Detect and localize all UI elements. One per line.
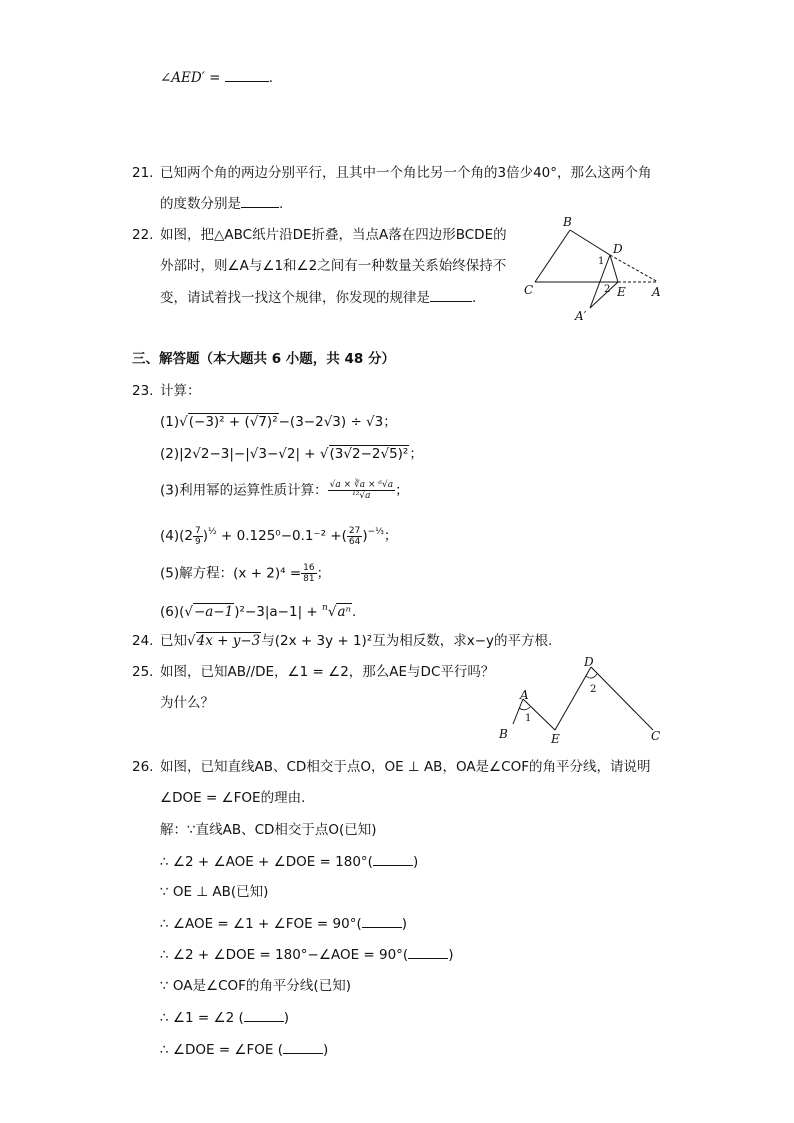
label-b: B xyxy=(563,215,572,229)
part-middle: ²−3|a−1| + xyxy=(239,604,318,620)
label-e: E xyxy=(551,732,560,744)
radical-n: aⁿ xyxy=(337,604,351,620)
reason-blank[interactable] xyxy=(373,851,413,866)
step-text: ∴ ∠1 = ∠2 ( xyxy=(160,1010,244,1026)
reason-blank[interactable] xyxy=(244,1007,284,1022)
q26-step-2 xyxy=(160,851,418,872)
label-angle-1: 1 xyxy=(598,256,605,267)
q21-answer-blank[interactable] xyxy=(241,193,279,208)
aed-expression: ∠AED′ = xyxy=(160,70,225,86)
label-e: E xyxy=(617,285,626,299)
part-tail: ； xyxy=(383,528,398,544)
label-c: C xyxy=(524,283,534,297)
period: . xyxy=(279,196,284,212)
part-tail: ； xyxy=(316,565,331,582)
label-angle-2: 2 xyxy=(604,284,611,295)
q25-figure xyxy=(495,652,670,744)
period: . xyxy=(268,70,273,86)
q26-step-7 xyxy=(160,1007,289,1028)
q24-rest: 与(2x + 3y + 1)²互为相反数，求x−y的平方根. xyxy=(261,633,553,649)
radical-1: (−3)² + (√7)² xyxy=(188,414,278,430)
label-c: C xyxy=(651,729,661,743)
q26-step-4 xyxy=(160,913,407,934)
radical-6: −a−1 xyxy=(194,604,234,620)
fraction-16-81: $\frac{16}{81}$ xyxy=(303,563,315,584)
q24-line: 已知√4x + y−3与(2x + 3y + 1)²互为相反数，求x−y的平方根. xyxy=(160,633,553,649)
q21-line1: 已知两个角的两边分别平行，且其中一个角比另一个角的3倍少40°，那么这两个角 xyxy=(160,165,652,181)
step-text: ∴ ∠DOE = ∠FOE ( xyxy=(160,1042,284,1058)
label-angle-2: 2 xyxy=(590,684,597,695)
q23-part6: (6)(√−a−1)²−3|a−1| + $^n$√aⁿ. xyxy=(160,603,357,620)
label-angle-1: 1 xyxy=(525,713,532,724)
q22-line3 xyxy=(160,287,476,308)
q25-line2: 为什么？ xyxy=(160,695,214,711)
q21-number: 21. xyxy=(132,165,154,181)
period: . xyxy=(472,290,477,306)
reason-blank[interactable] xyxy=(283,1039,323,1054)
mixed-fraction: $\frac{7}{9}$ xyxy=(194,525,201,547)
q22-fold-figure xyxy=(520,212,670,324)
fraction-27-64: $\frac{27}{64}$ xyxy=(348,525,361,547)
radical-fraction: $\frac{\text{√a × ∛a × ⁶√a}}{\text{¹²√a}}$ xyxy=(329,480,394,501)
close-paren: ) xyxy=(323,1042,329,1058)
q26-step-1 xyxy=(160,820,377,840)
part-label: (5)解方程： xyxy=(160,565,234,582)
part-label: (3)利用幂的运算性质计算： xyxy=(160,482,328,499)
close-paren: ) xyxy=(448,947,454,963)
part-tail: . xyxy=(351,604,357,620)
q26-step-5 xyxy=(160,944,453,965)
q22-answer-blank[interactable] xyxy=(430,287,472,302)
label-a: A xyxy=(520,688,529,702)
step-text: ∵ OA是∠COF的角平分线(已知) xyxy=(160,978,351,994)
q21-line2 xyxy=(160,193,283,214)
step-text: 解：∵直线AB、CD相交于点O(已知) xyxy=(160,822,377,838)
step-text: ∴ ∠2 + ∠DOE = 180°−∠AOE = 90°( xyxy=(160,947,409,963)
label-d: D xyxy=(584,655,594,669)
label-a-prime: A′ xyxy=(575,309,587,323)
q25-line1: 如图，已知AB//DE，∠1 = ∠2，那么AE与DC平行吗？ xyxy=(160,664,495,680)
label-d: D xyxy=(613,242,623,256)
prev-answer-line xyxy=(160,67,273,88)
part-label: (2) xyxy=(160,446,180,462)
q23-part2: (2)|2√2−3|−|√3−√2| + √(3√2−2√5)²； xyxy=(160,446,423,462)
close-paren: ) xyxy=(412,854,419,870)
step-text: ∵ OE ⊥ AB(已知) xyxy=(160,884,269,900)
label-a: A xyxy=(652,285,661,299)
section-3-title: 三、解答题（本大题共 6 小题，共 48 分） xyxy=(132,351,395,367)
reason-blank[interactable] xyxy=(408,944,448,959)
part-label: (1) xyxy=(160,414,180,430)
q21-line2-text: 的度数分别是 xyxy=(160,196,241,212)
part-tail: ； xyxy=(395,482,409,499)
step-text: ∴ ∠AOE = ∠1 + ∠FOE = 90°( xyxy=(160,916,362,932)
q24-prefix: 已知 xyxy=(160,633,187,649)
q25-number: 25. xyxy=(132,664,154,680)
part-middle: + 0.125⁰−0.1⁻² + xyxy=(221,528,342,544)
equation-left: (x + 2)⁴ = xyxy=(233,565,302,582)
q26-line1: 如图，已知直线AB、CD相交于点O，OE ⊥ AB，OA是∠COF的角平分线，请说明 xyxy=(160,759,651,775)
q23-part1: (1)√(−3)² + (√7)²−(3−2√3) ÷ √3； xyxy=(160,414,397,430)
reason-blank[interactable] xyxy=(362,913,402,928)
q24-radicand: 4x + y−3 xyxy=(196,633,261,649)
part-tail: ； xyxy=(409,446,423,462)
q22-line2: 外部时，则∠A与∠1和∠2之间有一种数量关系始终保持不 xyxy=(160,258,507,274)
radical-2: (3√2−2√5)² xyxy=(329,446,409,462)
close-paren: ) xyxy=(401,916,408,932)
q26-step-8 xyxy=(160,1039,328,1060)
q23-number: 23. xyxy=(132,383,154,399)
part-tail: ÷ √3； xyxy=(350,414,397,430)
q22-line3-text: 变，请试着找一找这个规律，你发现的规律是 xyxy=(160,290,430,306)
step-text: ∴ ∠2 + ∠AOE + ∠DOE = 180°( xyxy=(160,854,373,870)
close-paren: ) xyxy=(283,1010,289,1026)
q26-step-3 xyxy=(160,882,268,902)
q23-part3 xyxy=(160,480,409,501)
q22-number: 22. xyxy=(132,227,154,243)
q26-step-6 xyxy=(160,976,351,996)
q24-number: 24. xyxy=(132,633,154,649)
q22-line1: 如图，把△ABC纸片沿DE折叠，当点A落在四边形BCDE的 xyxy=(160,227,507,243)
label-b: B xyxy=(499,727,508,741)
q23-part4: (4)(2 $\frac{7}{9}$ )$^{\frac{1}{2}}$ + 0.125⁰−0.1⁻² +( $\frac{27}{64}$ )$^{-\frac{1}{3}}$； xyxy=(160,525,398,547)
part-label: (6) xyxy=(160,604,180,620)
q26-line2: ∠DOE = ∠FOE的理由. xyxy=(160,790,306,806)
q23-title: 计算： xyxy=(160,383,201,399)
q26-number: 26. xyxy=(132,759,154,775)
q23-part5 xyxy=(160,563,330,584)
answer-blank[interactable] xyxy=(225,67,269,82)
part-label: (4) xyxy=(160,528,180,544)
